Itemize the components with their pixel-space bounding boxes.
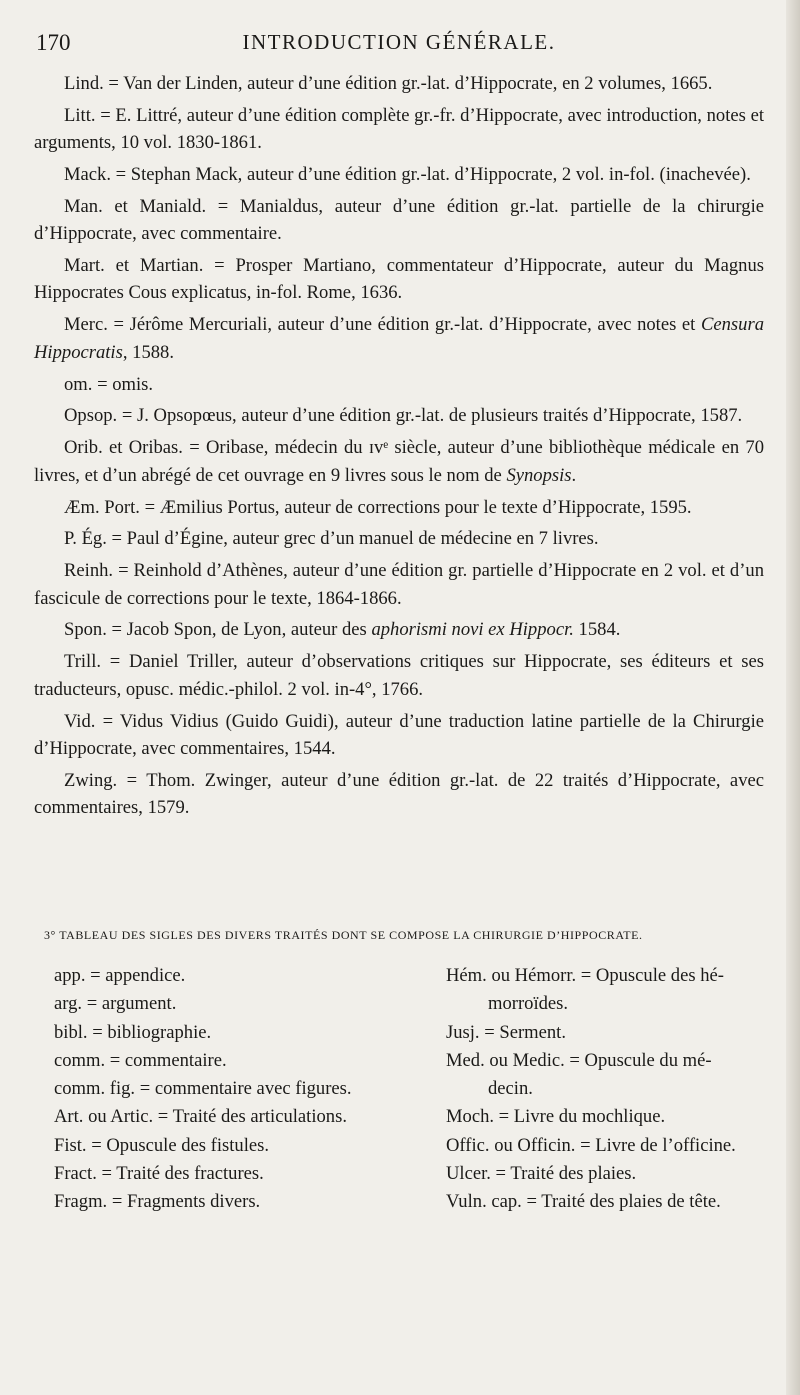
entry-opsop [34, 402, 764, 429]
entry-trill [34, 648, 764, 703]
entry-aem-port [34, 494, 764, 521]
entry-abbr: Zwing. [64, 769, 118, 791]
abbreviation-list [34, 70, 764, 826]
entry-text: = omis. [92, 373, 154, 395]
sigle-item: comm. fig. = commentaire avec figures. [54, 1078, 352, 1100]
entry-maniald [34, 193, 764, 248]
entry-text: = E. Littré, auteur d’une édition complète gr.-fr. d’Hippocrate, avec introduction, notes et arguments, 10 vol. 1830-1861. [34, 104, 764, 154]
entry-abbr: Mack. [64, 164, 111, 186]
sigle-item: Jusj. = Serment. [446, 1021, 566, 1043]
sigle-item: Art. ou Artic. = Traité des articulations. [54, 1106, 347, 1128]
entry-text: = Daniel Triller, auteur d’observations critiques sur Hippocrate, ses éditeurs et ses traducteurs, opusc. médic.-philol. 2 vol. in-4°, 1766. [34, 651, 764, 700]
entry-text: = Van der Linden, auteur d’une édition gr.-lat. d’Hippocrate, en 2 volumes, 1665. [103, 73, 713, 94]
sigle-item: bibl. = bibliographie. [54, 1021, 212, 1043]
sigle-item: arg. = argument. [54, 993, 177, 1015]
sigle-item: Med. ou Medic. = Opuscule du mé- [446, 1049, 712, 1071]
entry-text: = Jacob Spon, de Lyon, auteur des [106, 619, 372, 641]
entry-oribas [34, 434, 764, 489]
entry-text: = Manialdus, auteur d’une édition gr.-lat. partielle de la chirurgie d’Hippocrate, avec commentaire. [34, 195, 764, 245]
sigle-item: Offic. ou Officin. = Livre de l’officine. [446, 1134, 736, 1156]
sigle-item: comm. = commentaire. [54, 1049, 227, 1071]
sigle-item: Fract. = Traité des fractures. [54, 1163, 264, 1185]
entry-om [34, 371, 764, 398]
entry-text: = Paul d’Égine, auteur grec d’un manuel de médecine en 7 livres. [106, 528, 599, 550]
page-header [36, 30, 762, 64]
entry-zwing [34, 767, 764, 822]
entry-vid [34, 708, 764, 763]
entry-abbr: Æm. Port. [64, 496, 140, 518]
entry-text-after: , 1588. [122, 341, 174, 363]
entry-text-after: 1584. [573, 619, 621, 641]
entry-text: = Prosper Martiano, commentateur d’Hippocrate, auteur du Magnus Hippocrates Cous explicatus, in-fol. Rome, 1636. [34, 255, 764, 304]
entry-martian [34, 252, 764, 307]
sigle-item: Hém. ou Hémorr. = Opuscule des hé- [446, 965, 724, 986]
entry-reinh [34, 557, 764, 612]
page-number: 170 [36, 30, 71, 55]
entry-text: = Oribase, médecin du ɪvᵉ siècle, auteur d’une bibliothèque médicale en 70 livres, et d’un abrégé de cet ouvrage en 9 livres sous le nom de [34, 437, 764, 486]
entry-text: = Vidus Vidius (Guido Guidi), auteur d’une traduction latine partielle de la Chirurgie d’Hippocrate, avec commentaires, 1544. [34, 710, 764, 759]
sigle-item: Vuln. cap. = Traité des plaies de tête. [446, 1191, 721, 1213]
entry-text: = J. Opsopœus, auteur d’une édition gr.-lat. de plusieurs traités d’Hippocrate, 1587. [117, 405, 743, 427]
entry-abbr: P. Ég. [64, 528, 107, 550]
entry-text: = Stephan Mack, auteur d’une édition gr.-lat. d’Hippocrate, 2 vol. in-fol. (inachevée). [110, 164, 751, 186]
entry-abbr: Trill. [64, 651, 102, 673]
sigle-item-continuation: decin. [488, 1078, 533, 1100]
entry-abbr: Lind. [64, 73, 104, 94]
entry-p-eg [34, 525, 764, 552]
entry-abbr: Opsop. [64, 405, 118, 427]
sigle-item: Fragm. = Fragments divers. [54, 1191, 261, 1213]
entry-spon [34, 616, 764, 643]
entry-text: = Reinhold d’Athènes, auteur d’une édition gr. partielle d’Hippocrate en 2 vol. et d’un fascicule de corrections pour le texte, 1864-1866. [34, 560, 764, 609]
entry-abbr: Litt. [64, 104, 96, 126]
sigle-item: Ulcer. = Traité des plaies. [446, 1163, 637, 1185]
sigles-left-column [54, 962, 414, 1217]
entry-litt [34, 102, 764, 157]
entry-abbr: Man. et Maniald. [64, 195, 207, 217]
entry-text: = Thom. Zwinger, auteur d’une édition gr.-lat. de 22 traités d’Hippocrate, avec commentaires, 1579. [34, 769, 764, 819]
sigle-item: app. = appendice. [54, 965, 186, 986]
sigle-item: Moch. = Livre du mochlique. [446, 1106, 666, 1128]
entry-abbr: om. [64, 373, 93, 395]
entry-italic-title: aphorismi novi ex Hippocr. [371, 619, 574, 641]
entry-lind [34, 70, 764, 97]
entry-abbr: Orib. et Oribas. [64, 437, 183, 459]
sigle-item: Fist. = Opuscule des fistules. [54, 1134, 270, 1156]
page-gutter-shadow [786, 0, 800, 1395]
sigle-item-continuation: morroïdes. [488, 993, 569, 1015]
entry-abbr: Spon. [64, 619, 107, 641]
entry-italic-title: Censura Hippocratis [34, 314, 764, 363]
entry-text-after: . [571, 464, 577, 486]
running-head: INTRODUCTION GÉNÉRALE. [242, 30, 556, 54]
entry-mack [34, 161, 764, 188]
sigles-right-column [446, 962, 768, 1217]
section-title: 3° TABLEAU DES SIGLES DES DIVERS TRAITÉS DONT SE COMPOSE LA CHIRURGIE D’HIPPOCRATE. [44, 928, 643, 942]
entry-abbr: Vid. [64, 710, 96, 732]
entry-text: = Æmilius Portus, auteur de corrections pour le texte d’Hippocrate, 1595. [139, 496, 692, 518]
entry-italic-title: Synopsis [506, 464, 572, 486]
entry-text: = Jérôme Mercuriali, auteur d’une édition gr.-lat. d’Hippocrate, avec notes et [107, 314, 701, 336]
entry-abbr: Reinh. [64, 560, 114, 582]
entry-merc [34, 311, 764, 366]
entry-abbr: Merc. [64, 314, 108, 336]
entry-abbr: Mart. et Martian. [64, 255, 204, 277]
